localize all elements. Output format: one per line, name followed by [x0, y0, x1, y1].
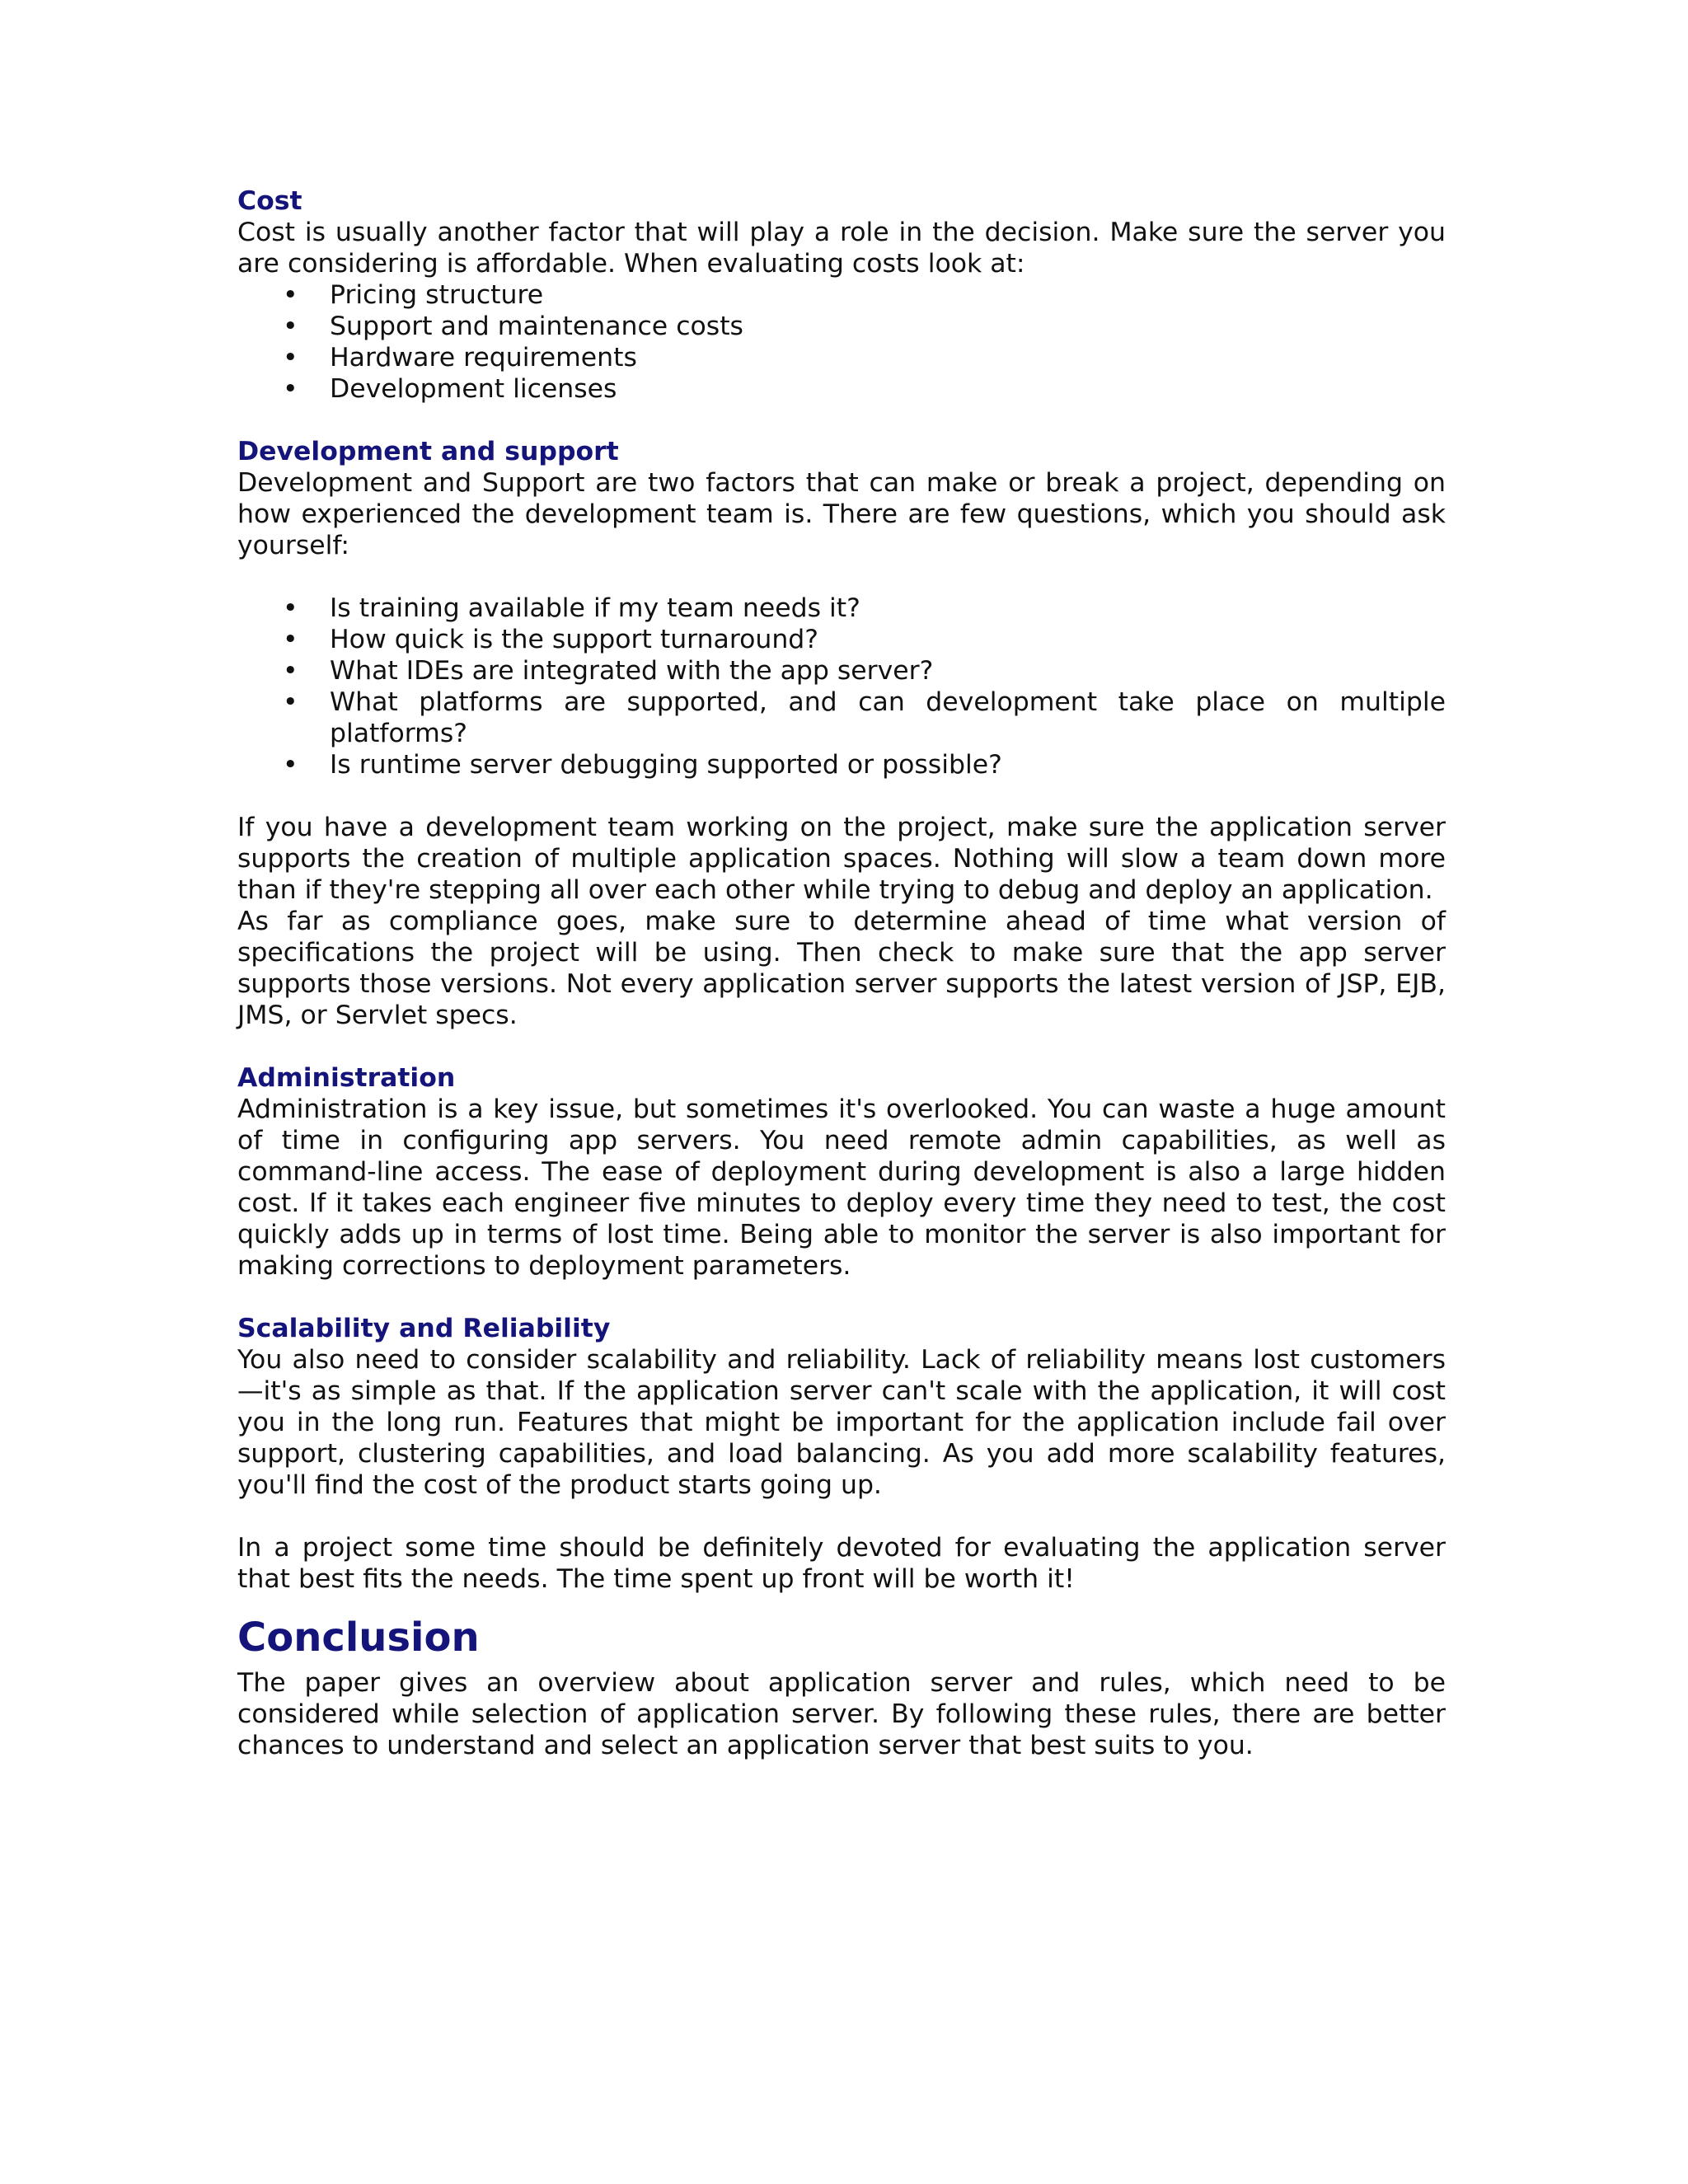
cost-item-support: • Support and maintenance costs: [237, 311, 1446, 342]
cost-list: [237, 279, 1446, 405]
cost-item-licenses: • Development licenses: [237, 373, 1446, 405]
question-training: • Is training available if my team needs it?: [237, 593, 1446, 624]
development-paragraph-team: If you have a development team working on the project, make sure the application server supports the creation of multiple application spaces. Nothing will slow a team down more than if they're stepping all over each other while trying to debug and deploy an application.: [237, 813, 1446, 905]
development-intro: Development and Support are two factors that can make or break a project, depending on how experienced the development team is. There are few questions, which you should ask yourself:: [237, 468, 1446, 560]
conclusion-heading: Conclusion: [237, 1615, 480, 1661]
question-turnaround: • How quick is the support turnaround?: [237, 624, 1446, 655]
document-page: [237, 185, 1446, 1761]
conclusion-body: The paper gives an overview about application server and rules, which need to be considered while selection of application server. By following these rules, there are better chances to understand and select an application server that best suits to you.: [237, 1668, 1446, 1760]
cost-heading: Cost: [237, 186, 302, 216]
administration-body: Administration is a key issue, but sometimes it's overlooked. You can waste a huge amount of time in configuring app servers. You need remote admin capabilities, as well as command-line access. The ease of deployment during development is also a large hidden cost. If it takes each engineer five minutes to deploy every time they need to test, the cost quickly adds up in terms of lost time. Being able to monitor the server is also important for making corrections to deployment parameters.: [237, 1094, 1446, 1281]
development-questions-list: [237, 593, 1446, 780]
cost-item-pricing: • Pricing structure: [237, 279, 1446, 311]
scalability-closing: In a project some time should be definitely devoted for evaluating the application server that best fits the needs. The time spent up front will be worth it!: [237, 1533, 1446, 1594]
question-debugging: • Is runtime server debugging supported or possible?: [237, 749, 1446, 780]
administration-heading: Administration: [237, 1063, 456, 1093]
development-paragraph-compliance: As far as compliance goes, make sure to determine ahead of time what version of specifications the project will be using. Then check to make sure that the app server supports those versions. Not every application server supports the latest version of JSP, EJB, JMS, or Servlet specs.: [237, 907, 1446, 1030]
development-heading: Development and support: [237, 437, 619, 466]
scalability-body: You also need to consider scalability and reliability. Lack of reliability means lost customers—it's as simple as that. If the application server can't scale with the application, it will cost you in the long run. Features that might be important for the application include fail over support, clustering capabilities, and load balancing. As you add more scalability features, you'll find the cost of the product starts going up.: [237, 1345, 1446, 1500]
question-platforms: • What platforms are supported, and can development take place on multiple platforms?: [237, 687, 1446, 749]
cost-item-hardware: • Hardware requirements: [237, 342, 1446, 373]
scalability-heading: Scalability and Reliability: [237, 1314, 611, 1343]
question-ides: • What IDEs are integrated with the app server?: [237, 655, 1446, 687]
cost-intro: Cost is usually another factor that will play a role in the decision. Make sure the server you are considering is affordable. When evaluating costs look at:: [237, 218, 1446, 279]
